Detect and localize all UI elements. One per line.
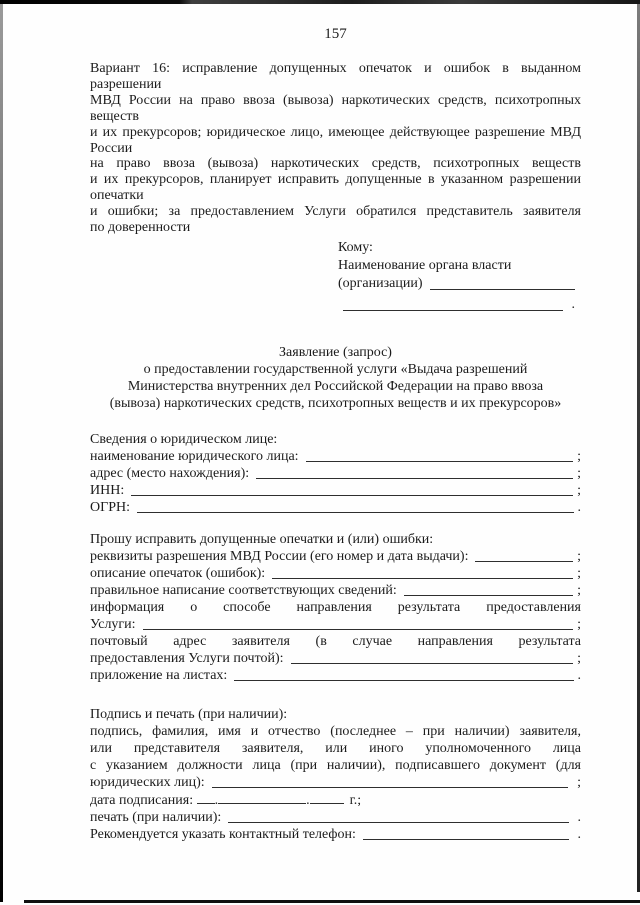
blank-line: [234, 667, 573, 681]
blank-line: [143, 616, 574, 630]
blank-line: [228, 809, 568, 823]
field-label: правильное написание соответствующих сведений:: [90, 582, 397, 598]
intro-paragraph: [90, 61, 581, 236]
intro-line: Вариант 16: исправление допущенных опечаток и ошибок в выданном разрешении: [90, 61, 581, 92]
field-punct: ;: [577, 465, 581, 481]
section-heading: Прошу исправить допущенные опечатки и (или) ошибки:: [90, 531, 434, 547]
blank-line: [306, 448, 574, 462]
intro-line: и их прекурсоров; юридическое лицо, имеющее действующее разрешение МВД России: [90, 124, 581, 156]
field-label: описание опечаток (ошибок):: [90, 565, 266, 581]
addressee-continuation-field: [338, 296, 575, 314]
field-row-address: [90, 465, 581, 482]
date-suffix: г.;: [349, 792, 362, 808]
field-wrap-line: почтовый адрес заявителя (в случае направления результата: [90, 633, 581, 649]
signature-body-line: или представителя заявителя, или иного уполномоченного лица: [90, 740, 581, 756]
signature-body-line: подпись, фамилия, имя и отчество (последнее – при наличии) заявителя,: [90, 723, 581, 739]
blank-line: [430, 275, 576, 290]
field-row-result-method: [90, 616, 581, 633]
field-row-inn: [90, 482, 581, 499]
field-label: юридических лиц):: [90, 774, 205, 790]
blank-line: [291, 650, 574, 664]
field-row-signing-date: [90, 791, 581, 809]
scan-edge-bottom: [24, 900, 640, 903]
field-label: предоставления Услуги почтой):: [90, 650, 284, 666]
field-punct: ;: [577, 482, 581, 498]
field-wrap-line: информация о способе направления результата предоставления: [90, 599, 581, 615]
scan-edge-left: [0, 4, 3, 902]
blank-line: [197, 791, 215, 804]
addressee-org-line: Наименование органа власти: [338, 257, 512, 273]
date-separator: .: [214, 792, 219, 808]
page-content: [90, 0, 581, 843]
field-row-correct-spelling: [90, 582, 581, 599]
blank-line: [404, 582, 573, 596]
field-label: приложение на листах:: [90, 667, 228, 683]
field-label: печать (при наличии):: [90, 809, 222, 825]
field-label: адрес (место нахождения):: [90, 465, 250, 481]
intro-line: и их прекурсоров, планирует исправить допущенные в указанном разрешении опечатки: [90, 172, 581, 204]
field-row-postal-address: [90, 650, 581, 667]
page-number: 157: [324, 26, 347, 42]
field-row-contact-phone: [90, 826, 581, 843]
field-row-attachment-sheets: [90, 667, 581, 684]
field-row-stamp: [90, 809, 581, 826]
field-row-permit-details: [90, 548, 581, 565]
field-punct: ;: [577, 548, 581, 564]
field-punct: ;: [577, 565, 581, 581]
intro-line: на право ввоза (вывоза) наркотических средств, психотропных веществ: [90, 156, 581, 172]
field-label: ИНН:: [90, 482, 125, 498]
form-title-line: (вывоза) наркотических средств, психотропных веществ и их прекурсоров»: [109, 395, 562, 411]
field-punct: ;: [577, 582, 581, 598]
field-label: реквизиты разрешения МВД России (его номер и дата выдачи):: [90, 548, 469, 564]
form-title-line: Заявление (запрос): [279, 344, 392, 360]
field-row-typo-description: [90, 565, 581, 582]
blank-line: [363, 826, 569, 840]
form-title-line: Министерства внутренних дел Российской Федерации на право ввоза: [127, 378, 544, 394]
field-row-entity-name: [90, 448, 581, 465]
blank-line: [343, 296, 563, 311]
addressee-block: [338, 239, 575, 314]
intro-line: по доверенности: [90, 220, 191, 236]
field-punct: ;: [577, 616, 581, 632]
legal-entity-section: [90, 431, 581, 516]
blank-line: [256, 465, 573, 479]
form-title-line: о предоставлении государственной услуги «Выдача разрешений: [143, 361, 528, 377]
blank-line: [212, 774, 568, 788]
blank-line: [218, 791, 306, 804]
field-punct: .: [571, 296, 575, 312]
field-punct: ;: [577, 650, 581, 666]
field-punct: .: [577, 809, 581, 825]
field-punct: ;: [577, 774, 581, 790]
field-label: (организации): [338, 275, 423, 291]
date-separator: .: [306, 792, 310, 808]
section-heading: Подпись и печать (при наличии):: [90, 706, 288, 722]
field-row-signature: [90, 774, 581, 791]
field-punct: .: [577, 499, 581, 515]
field-label: Рекомендуется указать контактный телефон:: [90, 826, 356, 842]
blank-line: [137, 499, 574, 513]
field-punct: .: [577, 826, 581, 842]
addressee-to-label: Кому:: [338, 239, 373, 255]
field-label: наименование юридического лица:: [90, 448, 299, 464]
form-title: [90, 344, 581, 412]
field-row-ogrn: [90, 499, 581, 516]
blank-line: [272, 565, 573, 579]
field-punct: .: [577, 667, 581, 683]
field-label: ОГРН:: [90, 499, 130, 515]
field-label: дата подписания:: [90, 792, 194, 808]
field-punct: ;: [577, 448, 581, 464]
addressee-org-field: [338, 275, 575, 293]
blank-line: [475, 548, 573, 562]
blank-line: [310, 791, 344, 804]
blank-line: [131, 482, 573, 496]
correction-request-section: [90, 531, 581, 684]
field-label: Услуги:: [90, 616, 136, 632]
intro-line: МВД России на право ввоза (вывоза) наркотических средств, психотропных веществ: [90, 92, 581, 124]
signature-body-line: с указанием должности лица (при наличии), подписавшего документ (для: [90, 757, 581, 773]
signature-section: [90, 706, 581, 843]
section-heading: Сведения о юридическом лице:: [90, 431, 278, 447]
intro-line: и ошибки; за предоставлением Услуги обратился представитель заявителя: [90, 204, 581, 220]
